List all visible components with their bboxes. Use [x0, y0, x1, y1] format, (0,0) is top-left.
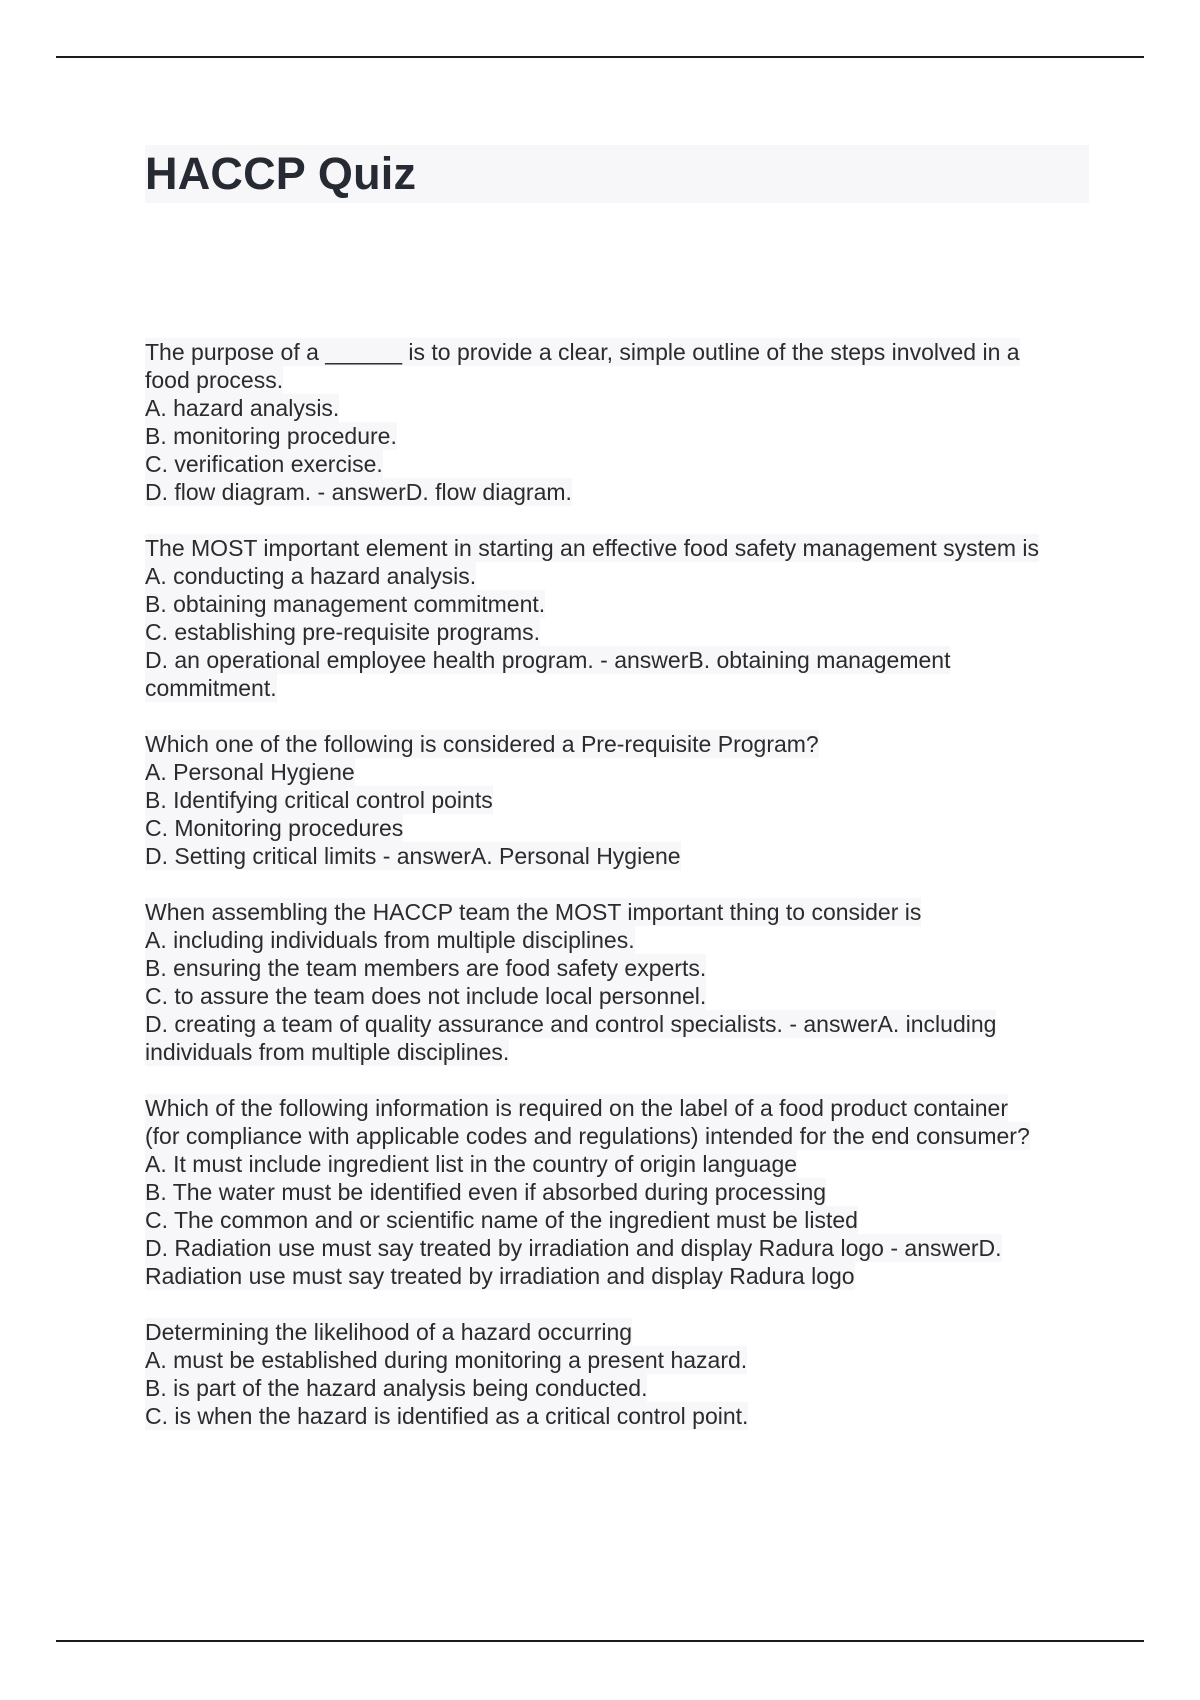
- option-c: C. Monitoring procedures: [145, 815, 404, 841]
- question-3: [145, 730, 1105, 870]
- top-rule: [56, 56, 1144, 58]
- question-text: (for compliance with applicable codes and regulations) intended for the end consumer?: [145, 1123, 1030, 1149]
- option-a: A. hazard analysis.: [145, 395, 340, 421]
- question-text: Which of the following information is required on the label of a food product container: [145, 1095, 1009, 1121]
- option-b: B. monitoring procedure.: [145, 423, 397, 449]
- option-a: A. It must include ingredient list in the country of origin language: [145, 1151, 798, 1177]
- bottom-rule: [56, 1640, 1144, 1642]
- option-c: C. is when the hazard is identified as a critical control point.: [145, 1403, 749, 1429]
- question-1: [145, 338, 1105, 506]
- question-text: The purpose of a ______ is to provide a clear, simple outline of the steps involved in a: [145, 339, 1020, 365]
- option-a: A. Personal Hygiene: [145, 759, 355, 785]
- option-d-answer: D. creating a team of quality assurance and control specialists. - answerA. including: [145, 1011, 997, 1037]
- option-c: C. establishing pre-requisite programs.: [145, 619, 541, 645]
- question-text: Which one of the following is considered a Pre-requisite Program?: [145, 731, 819, 757]
- option-c: C. to assure the team does not include local personnel.: [145, 983, 707, 1009]
- option-d-answer: D. Setting critical limits - answerA. Personal Hygiene: [145, 843, 681, 869]
- question-text: When assembling the HACCP team the MOST important thing to consider is: [145, 899, 922, 925]
- option-b: B. is part of the hazard analysis being conducted.: [145, 1375, 648, 1401]
- question-5: [145, 1094, 1105, 1290]
- option-b: B. Identifying critical control points: [145, 787, 493, 813]
- question-text: Determining the likelihood of a hazard occurring: [145, 1319, 633, 1345]
- question-text: The MOST important element in starting an effective food safety management system is: [145, 535, 1040, 561]
- answer-continuation: Radiation use must say treated by irradiation and display Radura logo: [145, 1263, 855, 1289]
- option-c: C. The common and or scientific name of the ingredient must be listed: [145, 1207, 858, 1233]
- option-d-answer: D. an operational employee health program. - answerB. obtaining management: [145, 647, 951, 673]
- option-b: B. ensuring the team members are food safety experts.: [145, 955, 707, 981]
- answer-continuation: commitment.: [145, 675, 277, 701]
- option-b: B. The water must be identified even if absorbed during processing: [145, 1179, 827, 1205]
- option-d-answer: D. Radiation use must say treated by irradiation and display Radura logo - answerD.: [145, 1235, 1002, 1261]
- document-title: HACCP Quiz: [145, 148, 417, 199]
- option-c: C. verification exercise.: [145, 451, 383, 477]
- question-2: [145, 534, 1105, 702]
- question-6: [145, 1318, 1105, 1430]
- option-a: A. including individuals from multiple disciplines.: [145, 927, 635, 953]
- question-text: food process.: [145, 367, 284, 393]
- option-a: A. must be established during monitoring a present hazard.: [145, 1347, 748, 1373]
- question-4: [145, 898, 1105, 1066]
- option-a: A. conducting a hazard analysis.: [145, 563, 477, 589]
- answer-continuation: individuals from multiple disciplines.: [145, 1039, 510, 1065]
- questions-list: [145, 338, 1105, 1458]
- option-d-answer: D. flow diagram. - answerD. flow diagram.: [145, 479, 572, 505]
- option-b: B. obtaining management commitment.: [145, 591, 546, 617]
